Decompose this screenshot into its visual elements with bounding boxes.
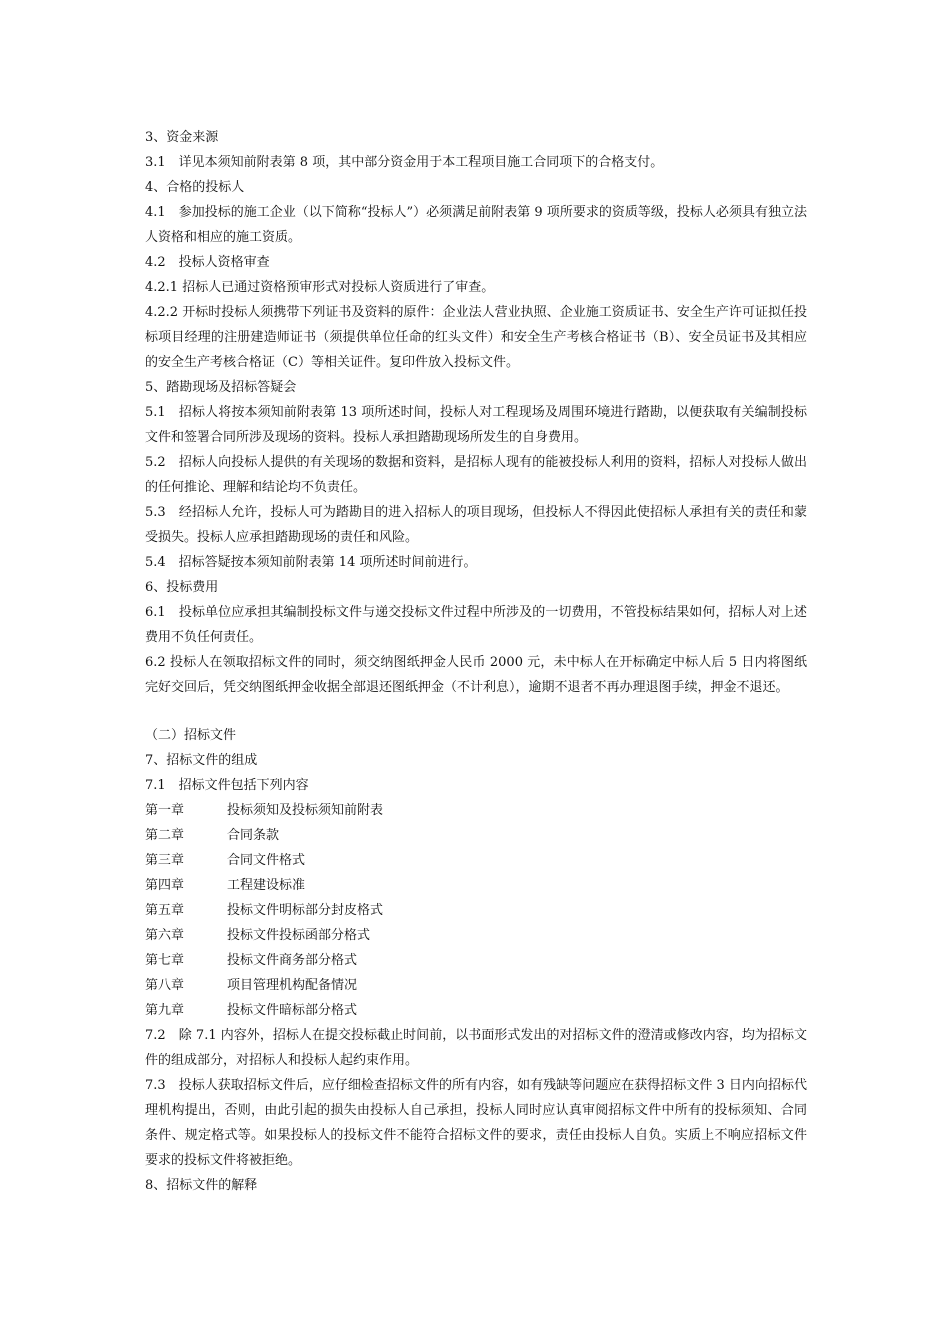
- chapter-row: [145, 948, 807, 973]
- chapter-title: 投标文件投标函部分格式: [227, 928, 371, 943]
- chapter-number: 第九章: [145, 1003, 185, 1018]
- clause-5-2: 5.2 招标人向投标人提供的有关现场的数据和资料，是招标人现有的能被投标人利用的资料，招标人对投标人做出的任何推论、理解和结论均不负责任。: [145, 455, 807, 495]
- heading-document-interpretation: 8、招标文件的解释: [145, 1178, 258, 1193]
- chapter-row: [145, 923, 807, 948]
- chapter-title: 投标文件明标部分封皮格式: [227, 903, 384, 918]
- chapter-title: 合同条款: [227, 828, 280, 843]
- chapter-number: 第六章: [145, 928, 185, 943]
- chapter-title: 投标文件暗标部分格式: [227, 1003, 358, 1018]
- clause-7-1: 7.1 招标文件包括下列内容: [145, 778, 309, 793]
- chapter-number: 第八章: [145, 978, 185, 993]
- chapter-number: 第一章: [145, 803, 185, 818]
- chapter-title: 投标文件商务部分格式: [227, 953, 358, 968]
- clause-6-2: 6.2 投标人在领取招标文件的同时，须交纳图纸押金人民币 2000 元，未中标人在开标确定中标人后 5 日内将图纸完好交回后，凭交纳图纸押金收据全部退还图纸押金（不计利息），逾期不退者不再办理退图手续，押金不退还。: [145, 655, 807, 695]
- blank-line: [145, 700, 807, 723]
- section-heading-tender-documents: （二）招标文件: [145, 728, 237, 743]
- chapter-number: 第四章: [145, 878, 185, 893]
- clause-7-2: 7.2 除 7.1 内容外，招标人在提交投标截止时间前，以书面形式发出的对招标文件的澄清或修改内容，均为招标文件的组成部分，对招标人和投标人起约束作用。: [145, 1028, 807, 1068]
- chapter-row: [145, 898, 807, 923]
- clause-6-1: 6.1 投标单位应承担其编制投标文件与递交投标文件过程中所涉及的一切费用，不管投标结果如何，招标人对上述费用不负任何责任。: [145, 605, 807, 645]
- heading-funding-source: 3、资金来源: [145, 130, 219, 145]
- chapter-number: 第二章: [145, 828, 185, 843]
- chapter-row: [145, 823, 807, 848]
- clause-4-2-2: 4.2.2 开标时投标人须携带下列证书及资料的原件：企业法人营业执照、企业施工资质证书、安全生产许可证拟任投标项目经理的注册建造师证书（须提供单位任命的红头文件）和安全生产考核合格证书（B）、安全员证书及其相应的安全生产考核合格证（C）等相关证件。复印件放入投标文件。: [145, 305, 807, 370]
- clause-5-3: 5.3 经招标人允许，投标人可为踏勘目的进入招标人的项目现场，但投标人不得因此使招标人承担有关的责任和蒙受损失。投标人应承担踏勘现场的责任和风险。: [145, 505, 807, 545]
- chapter-row: [145, 973, 807, 998]
- heading-document-composition: 7、招标文件的组成: [145, 753, 258, 768]
- chapter-number: 第五章: [145, 903, 185, 918]
- chapter-title: 工程建设标准: [227, 878, 306, 893]
- clause-5-4: 5.4 招标答疑按本须知前附表第 14 项所述时间前进行。: [145, 555, 477, 570]
- chapter-row: [145, 873, 807, 898]
- clause-5-1: 5.1 招标人将按本须知前附表第 13 项所述时间，投标人对工程现场及周围环境进行踏勘，以便获取有关编制投标文件和签署合同所涉及现场的资料。投标人承担踏勘现场所发生的自身费用。: [145, 405, 807, 445]
- document-body: [145, 125, 807, 1198]
- clause-4-2-1: 4.2.1 招标人已通过资格预审形式对投标人资质进行了审查。: [145, 280, 495, 295]
- clause-4-2: 4.2 投标人资格审查: [145, 255, 270, 270]
- chapter-title: 项目管理机构配备情况: [227, 978, 358, 993]
- heading-site-visit: 5、踏勘现场及招标答疑会: [145, 380, 297, 395]
- clause-3-1: 3.1 详见本须知前附表第 8 项，其中部分资金用于本工程项目施工合同项下的合格支付。: [145, 155, 664, 170]
- clause-4-1: 4.1 参加投标的施工企业（以下简称“投标人”）必须满足前附表第 9 项所要求的资质等级，投标人必须具有独立法人资格和相应的施工资质。: [145, 205, 807, 245]
- chapter-title: 投标须知及投标须知前附表: [227, 803, 384, 818]
- chapter-row: [145, 798, 807, 823]
- chapter-row: [145, 998, 807, 1023]
- chapter-row: [145, 848, 807, 873]
- chapter-title: 合同文件格式: [227, 853, 306, 868]
- chapter-number: 第七章: [145, 953, 185, 968]
- clause-7-3: 7.3 投标人获取招标文件后，应仔细检查招标文件的所有内容，如有残缺等问题应在获得招标文件 3 日内向招标代理机构提出，否则，由此引起的损失由投标人自己承担，投标人同时应认真审阅招标文件中所有的投标须知、合同条件、规定格式等。如果投标人的投标文件不能符合招标文件的要求，责任由投标人自负。实质上不响应招标文件要求的投标文件将被拒绝。: [145, 1078, 807, 1168]
- heading-eligible-bidders: 4、合格的投标人: [145, 180, 245, 195]
- chapter-number: 第三章: [145, 853, 185, 868]
- heading-bid-costs: 6、投标费用: [145, 580, 219, 595]
